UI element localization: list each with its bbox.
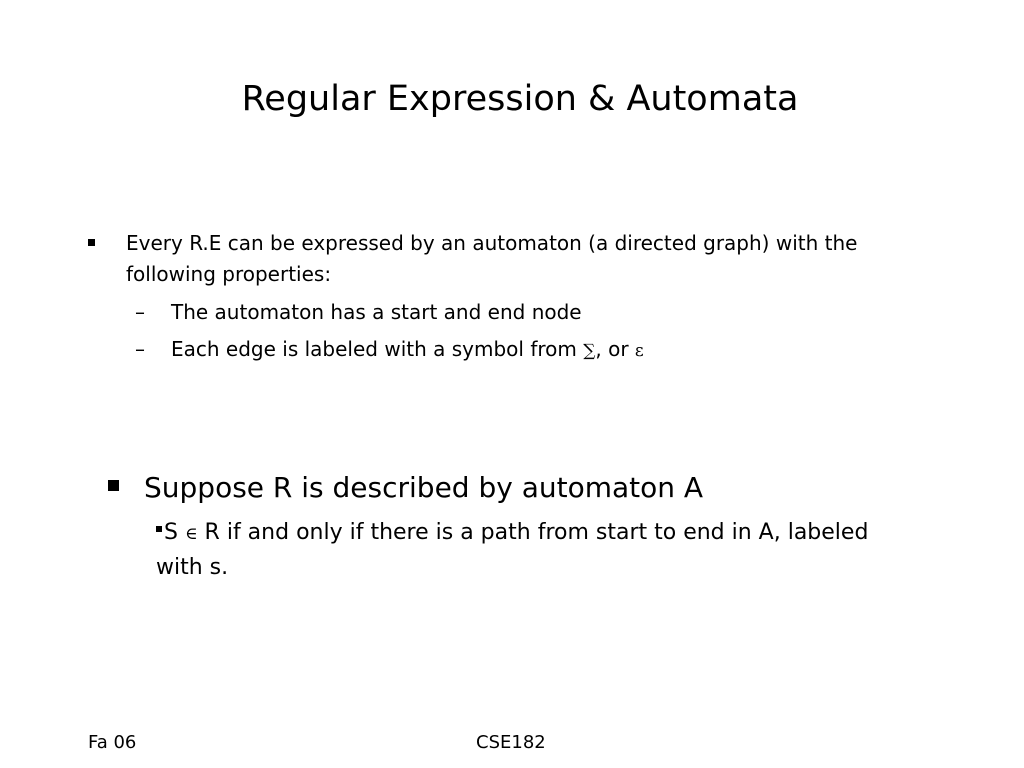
bullet-text: Every R.E can be expressed by an automaton (a directed graph) with the following properties: [126, 231, 858, 286]
square-bullet-icon [108, 480, 119, 491]
sub-bullet-text: Each edge is labeled with a symbol from [171, 337, 584, 361]
footer-course: CSE182 [476, 732, 546, 753]
sub-bullet-item [156, 516, 916, 585]
bullet-text: Suppose R is described by automaton A [144, 471, 704, 504]
sub-bullet-text-rest: R if and only if there is a path from start to end in A, labeled with s. [156, 520, 869, 580]
footer-term: Fa 06 [88, 732, 137, 753]
element-of-symbol: ∈ [184, 524, 198, 544]
epsilon-symbol: ε [634, 341, 644, 361]
sigma-symbol: ∑ [583, 341, 596, 361]
slide-title: Regular Expression & Automata [241, 79, 799, 119]
dash-bullet-icon: – [135, 337, 145, 361]
square-bullet-icon [88, 239, 95, 246]
dash-bullet-icon: – [135, 300, 145, 324]
bullet-block-suppose [104, 468, 924, 585]
sub-bullet-text-start: S [164, 520, 185, 545]
sub-bullet-text: The automaton has a start and end node [171, 300, 582, 324]
small-square-bullet-icon [156, 526, 162, 532]
sub-bullet-item [131, 331, 918, 370]
bullet-block-automaton-properties [88, 228, 918, 370]
bullet-item [88, 228, 918, 290]
bullet-item [104, 468, 924, 508]
sub-bullet-text-middle: , or [595, 337, 635, 361]
sub-bullet-item [131, 294, 918, 331]
sub-bullet-list [88, 294, 918, 370]
